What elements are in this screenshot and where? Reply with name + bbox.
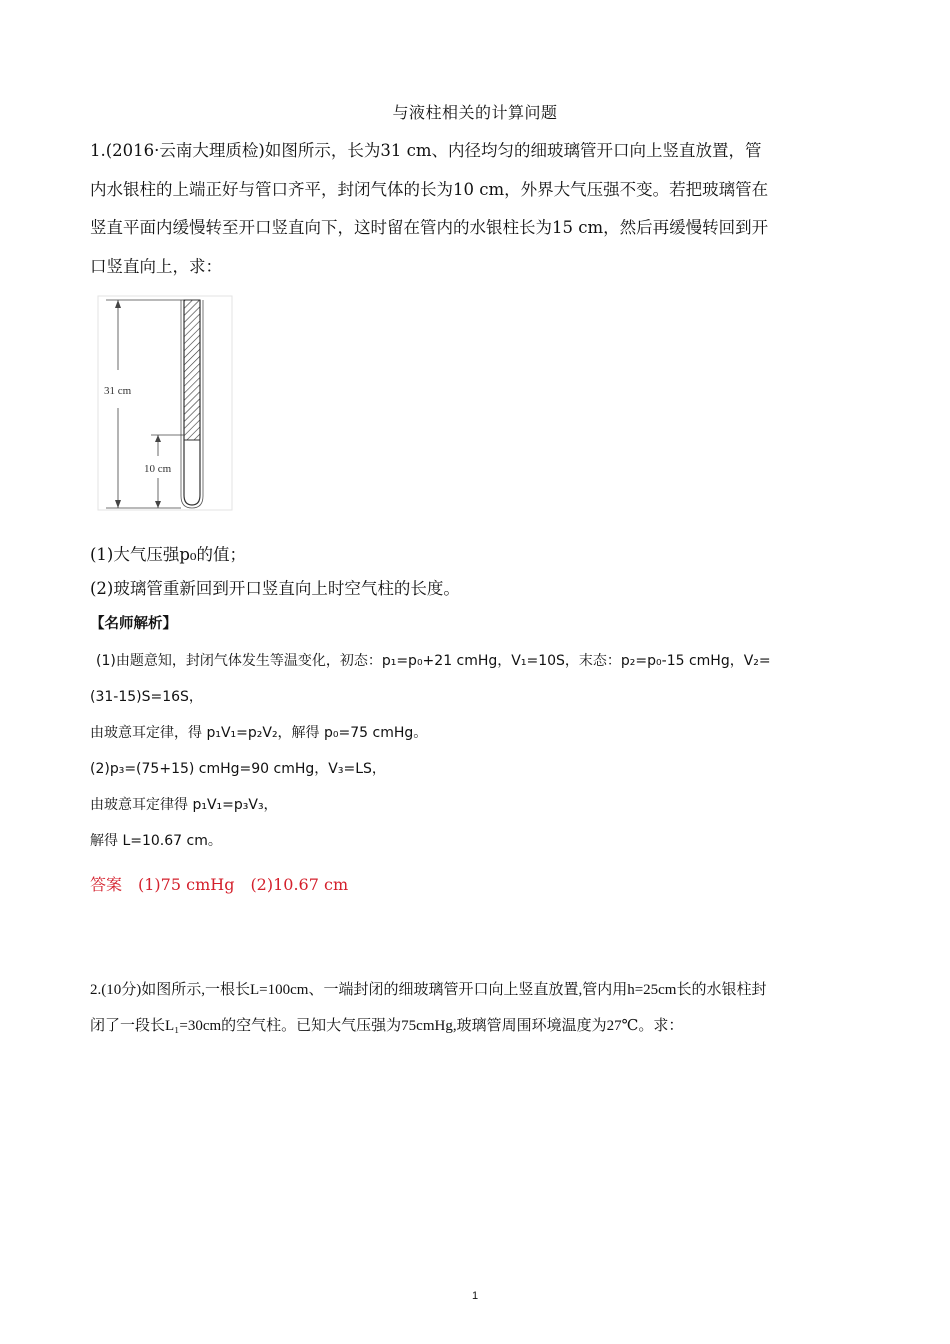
analysis-line: 由玻意耳定律得 p₁V₁=p₃V₃， xyxy=(90,797,278,813)
arrow-down-icon xyxy=(155,501,161,508)
label-31cm: 31 cm xyxy=(104,385,132,397)
question-2-line: 闭了一段长L₁=30cm的空气柱。已知大气压强为75cmHg,玻璃管周围环境温度为27℃。求： xyxy=(90,1018,684,1034)
tube-diagram xyxy=(96,290,236,515)
sub-question-2: (2)玻璃管重新回到开口竖直向上时空气柱的长度。 xyxy=(90,579,460,598)
analysis-line: 解得 L=10.67 cm。 xyxy=(90,833,222,849)
label-10cm: 10 cm xyxy=(144,463,172,475)
tube-figure xyxy=(96,290,236,519)
question-1-line: 1.(2016·云南大理质检)如图所示，长为31 cm、内径均匀的细玻璃管开口向上竖直放置，管 xyxy=(90,141,762,160)
sub-question-1: (1)大气压强p₀的值； xyxy=(90,545,247,564)
analysis-line: (31-15)S=16S， xyxy=(90,689,203,705)
arrow-up-icon xyxy=(155,435,161,442)
analysis-line: (2)p₃=(75+15) cmHg=90 cmHg，V₃=LS， xyxy=(90,761,386,777)
arrow-up-icon xyxy=(115,300,121,308)
analysis-heading: 【名师解析】 xyxy=(90,616,177,632)
question-1-text xyxy=(90,132,862,286)
answer-text: 答案 (1)75 cmHg (2)10.67 cm xyxy=(90,875,349,894)
page-title: 与液柱相关的计算问题 xyxy=(392,103,558,122)
analysis-line: (1)由题意知，封闭气体发生等温变化，初态：p₁=p₀+21 cmHg，V₁=10S，末态：p₂=p₀-15 cmHg，V₂= xyxy=(96,653,771,669)
question-1-line: 口竖直向上，求： xyxy=(90,256,222,276)
arrow-down-icon xyxy=(115,500,121,508)
mercury-column xyxy=(184,300,200,440)
question-1-line: 竖直平面内缓慢转至开口竖直向下，这时留在管内的水银柱长为15 cm，然后再缓慢转回到开 xyxy=(90,218,769,237)
question-2-text xyxy=(90,972,862,1044)
question-2-line: 2.(10分)如图所示,一根长L=100cm、一端封闭的细玻璃管开口向上竖直放置,管内用h=25cm长的水银柱封 xyxy=(90,982,767,998)
question-1-line: 内水银柱的上端正好与管口齐平，封闭气体的长为10 cm，外界大气压强不变。若把玻璃管在 xyxy=(90,179,769,199)
analysis-line: 由玻意耳定律，得 p₁V₁=p₂V₂，解得 p₀=75 cmHg。 xyxy=(90,725,428,741)
page-number: 1 xyxy=(471,1290,479,1302)
